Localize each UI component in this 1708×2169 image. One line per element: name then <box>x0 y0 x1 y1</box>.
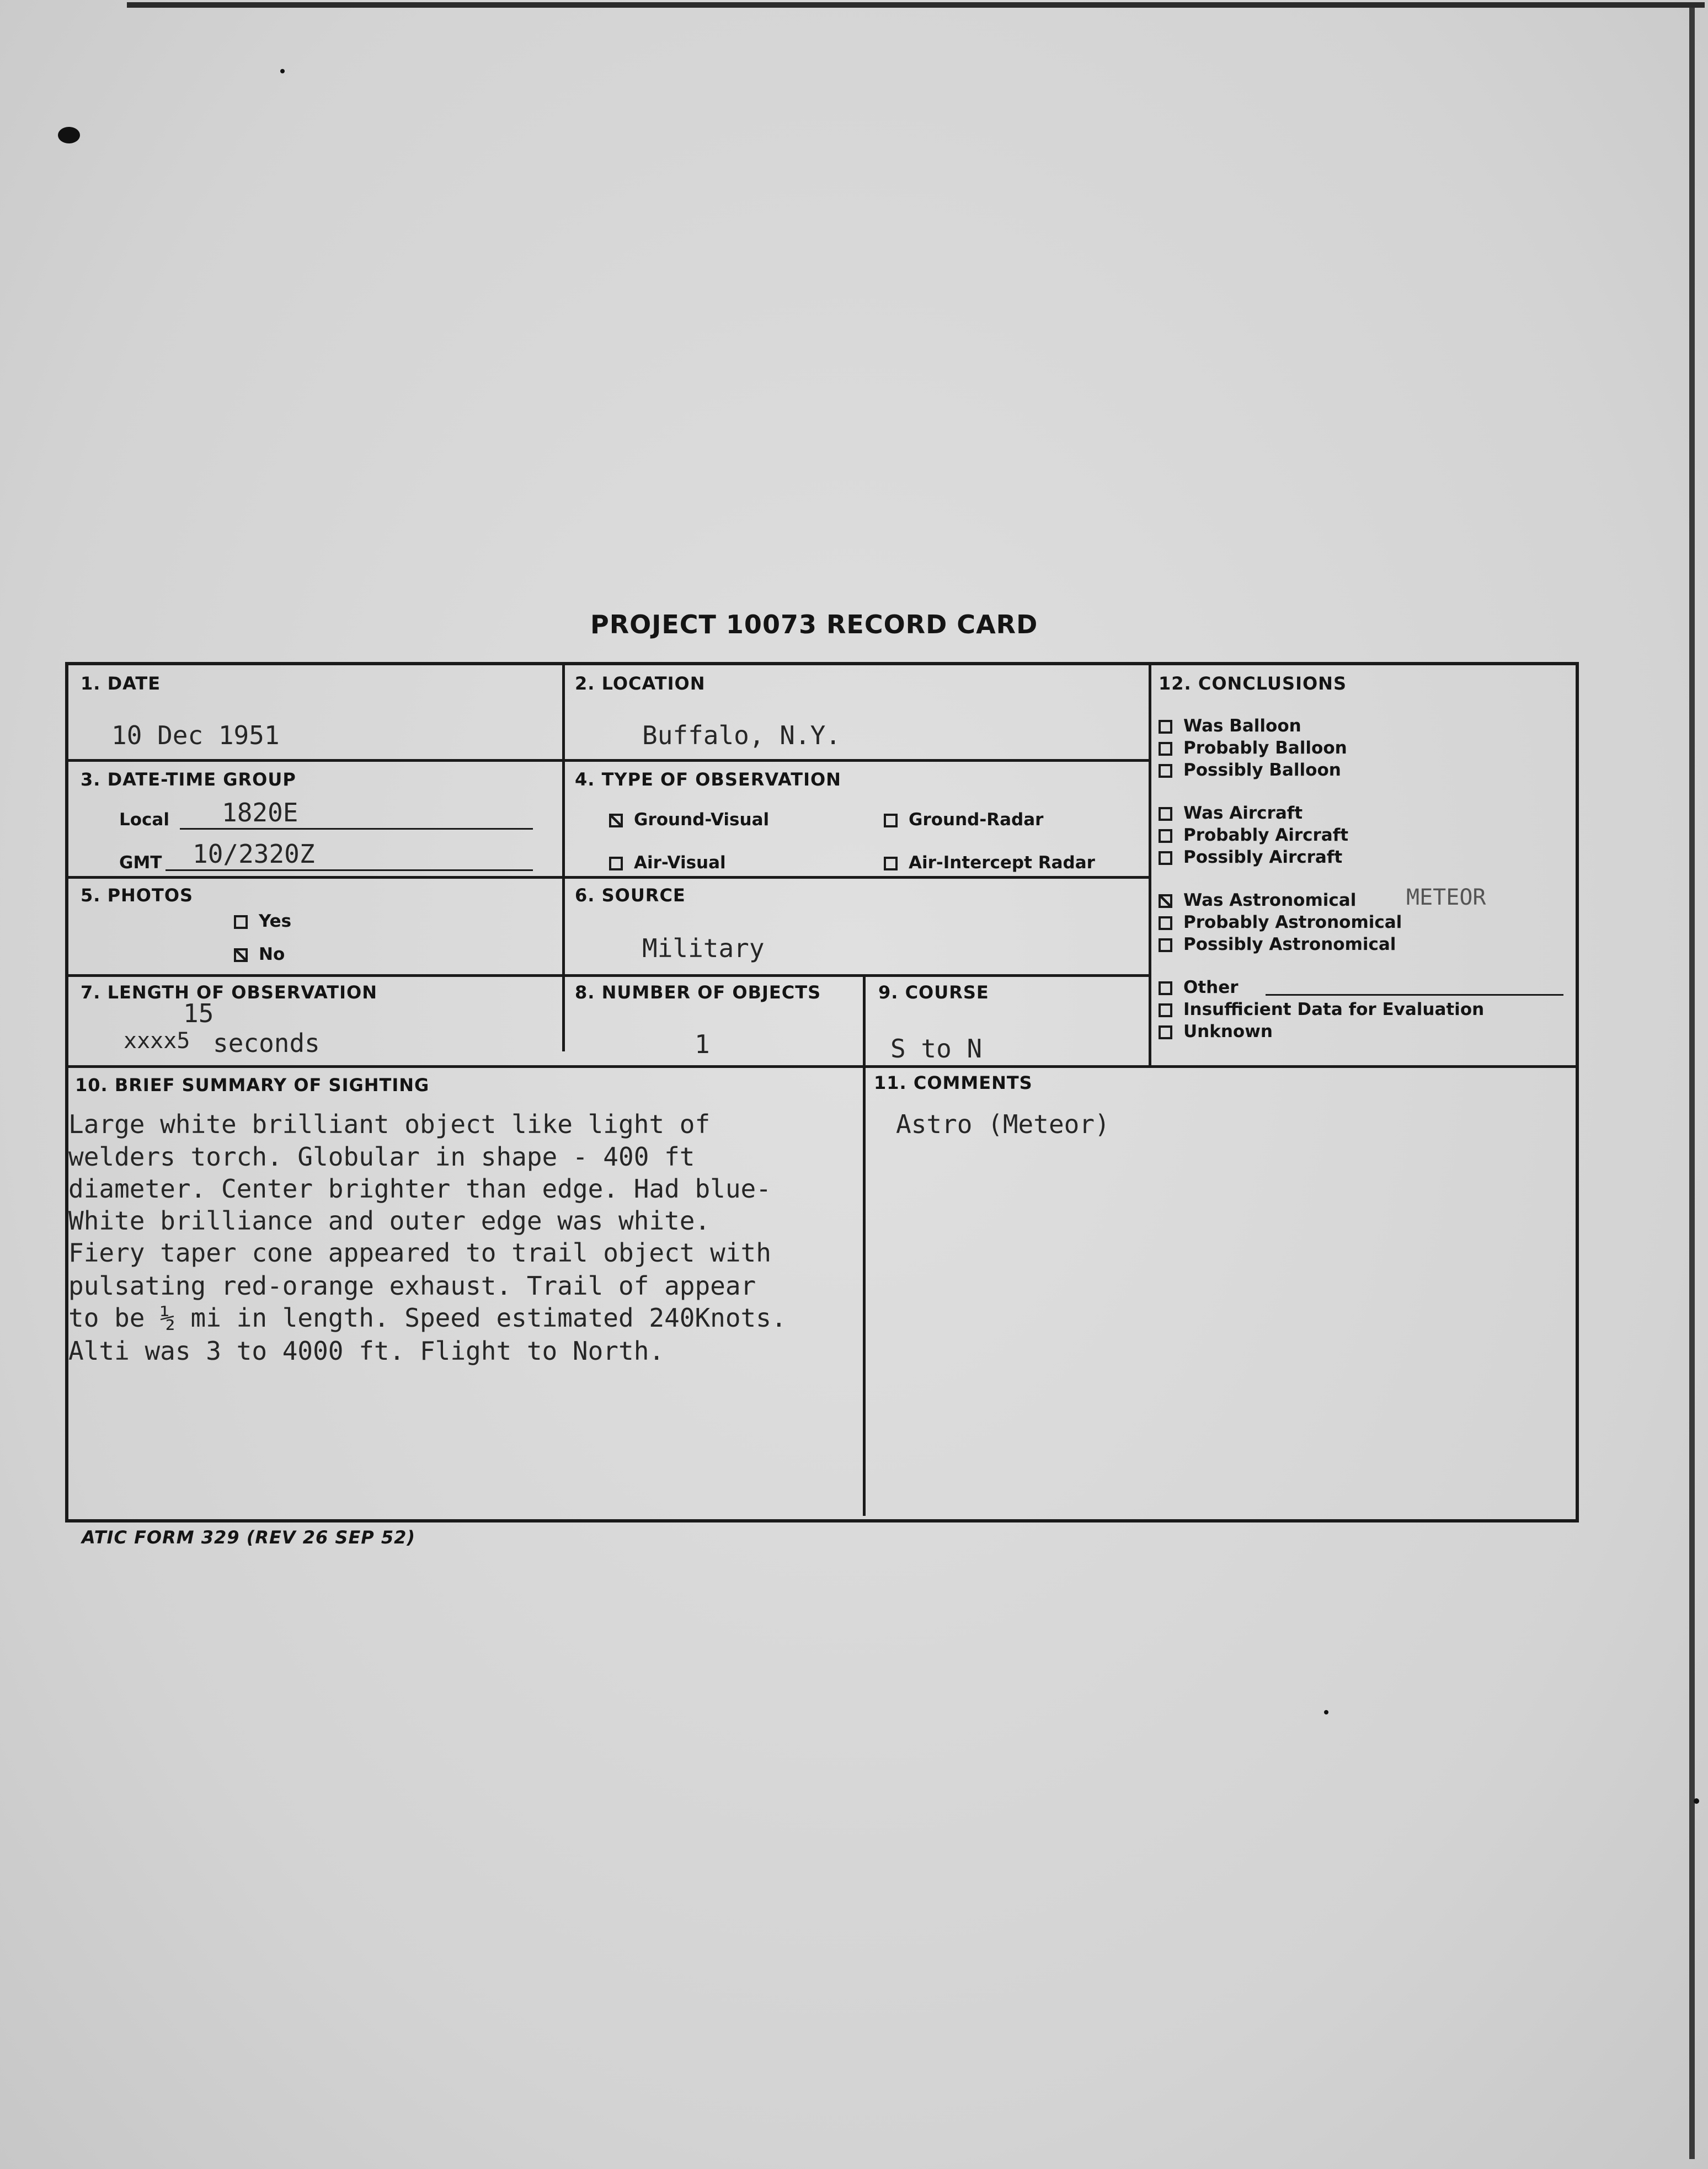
option-label: Ground-Radar <box>909 810 1044 830</box>
conclusion-probably-astronomical <box>1159 912 1402 932</box>
option-label: Air-Intercept Radar <box>909 853 1095 873</box>
gmt-value: 10/2320Z <box>193 839 315 869</box>
length-number: 15 <box>183 998 214 1028</box>
length-label: 7. LENGTH OF OBSERVATION <box>81 982 377 1003</box>
option-label: Ground-Visual <box>634 810 770 830</box>
checkbox <box>1159 938 1172 952</box>
dust-speck <box>1324 1710 1328 1714</box>
comments-label: 11. COMMENTS <box>874 1072 1033 1093</box>
divider <box>863 974 866 1516</box>
conclusion-was-astronomical <box>1159 890 1356 910</box>
source-value: Military <box>642 933 765 963</box>
location-value: Buffalo, N.Y. <box>642 720 841 750</box>
conclusion-text: Unknown <box>1183 1022 1273 1041</box>
comments-value: Astro (Meteor) <box>896 1109 1110 1139</box>
course-label: 9. COURSE <box>878 982 989 1003</box>
option-label: No <box>259 944 285 964</box>
conclusion-probably-aircraft <box>1159 825 1348 845</box>
conclusion-text: Probably Astronomical <box>1183 912 1402 932</box>
summary-line: pulsating red-orange exhaust. Trail of appear <box>68 1271 756 1301</box>
divider <box>68 759 1149 762</box>
conclusion-text: Possibly Aircraft <box>1183 847 1343 867</box>
conclusion-other <box>1159 977 1239 997</box>
summary-line: to be ½ mi in length. Speed estimated 240Knots. <box>68 1303 787 1333</box>
checkbox <box>1159 851 1172 865</box>
conclusion-text: Possibly Astronomical <box>1183 934 1396 954</box>
gmt-underline <box>166 869 533 871</box>
checkbox <box>609 857 623 870</box>
card-title: PROJECT 10073 RECORD CARD <box>590 610 1038 639</box>
num-objects-value: 1 <box>695 1029 710 1059</box>
conclusion-possibly-astronomical <box>1159 934 1396 954</box>
summary-line: Alti was 3 to 4000 ft. Flight to North. <box>68 1336 665 1366</box>
local-underline <box>180 828 533 830</box>
form-footer: ATIC FORM 329 (REV 26 SEP 52) <box>82 1527 416 1548</box>
dust-speck <box>280 69 285 73</box>
summary-label: 10. BRIEF SUMMARY OF SIGHTING <box>75 1075 430 1096</box>
page-top-edge <box>127 2 1705 8</box>
length-unit: seconds <box>213 1028 320 1058</box>
conclusion-possibly-balloon <box>1159 760 1341 780</box>
conclusion-text: Probably Aircraft <box>1183 825 1349 845</box>
option-air-visual <box>609 853 726 873</box>
checkbox <box>884 857 898 870</box>
checkbox <box>1159 829 1172 843</box>
checkbox <box>1159 764 1172 778</box>
page-right-edge <box>1689 8 1695 2159</box>
option-ground-radar <box>884 810 1043 830</box>
record-card <box>65 662 1579 1522</box>
local-label: Local <box>119 810 169 830</box>
ink-blot <box>58 127 80 143</box>
checkbox <box>234 915 248 929</box>
divider <box>68 1065 1576 1068</box>
dust-speck <box>1694 1798 1699 1804</box>
conclusion-unknown <box>1159 1022 1273 1041</box>
other-underline <box>1266 994 1563 996</box>
option-photos-no <box>234 944 285 964</box>
summary-line: White brilliance and outer edge was white. <box>68 1206 711 1236</box>
conclusion-was-aircraft <box>1159 803 1303 823</box>
option-ground-visual <box>609 810 769 830</box>
num-objects-label: 8. NUMBER OF OBJECTS <box>575 982 821 1003</box>
location-label: 2. LOCATION <box>575 673 706 694</box>
photos-label: 5. PHOTOS <box>81 885 194 906</box>
dtg-label: 3. DATE-TIME GROUP <box>81 769 296 790</box>
conclusion-text: Insufficient Data for Evaluation <box>1183 1000 1485 1019</box>
conclusions-label: 12. CONCLUSIONS <box>1159 673 1347 694</box>
conclusion-text: Other <box>1183 977 1239 997</box>
checkbox <box>1159 916 1172 930</box>
divider <box>68 876 1149 879</box>
checkbox-checked <box>609 814 623 827</box>
conclusion-text: Was Astronomical <box>1183 890 1357 910</box>
option-photos-yes <box>234 911 291 931</box>
divider <box>562 665 565 1051</box>
option-label: Yes <box>259 911 292 931</box>
summary-line: welders torch. Globular in shape - 400 ft <box>68 1142 695 1172</box>
local-value: 1820E <box>222 798 298 827</box>
conclusion-text: Probably Balloon <box>1183 738 1347 758</box>
checkbox <box>1159 742 1172 756</box>
length-struck: xxxx5 <box>124 1028 190 1054</box>
summary-line: Large white brilliant object like light of <box>68 1109 711 1139</box>
type-obs-label: 4. TYPE OF OBSERVATION <box>575 769 841 790</box>
divider <box>68 974 1149 977</box>
option-air-intercept-radar <box>884 853 1095 873</box>
option-label: Air-Visual <box>634 853 726 873</box>
checkbox <box>1159 807 1172 821</box>
checkbox <box>1159 1003 1172 1017</box>
summary-line: diameter. Center brighter than edge. Had blue- <box>68 1174 771 1204</box>
conclusion-probably-balloon <box>1159 738 1347 758</box>
gmt-label: GMT <box>119 853 162 873</box>
conclusion-text: Was Aircraft <box>1183 803 1303 823</box>
checkbox-checked <box>234 948 248 962</box>
course-value: S to N <box>890 1034 983 1064</box>
conclusion-possibly-aircraft <box>1159 847 1342 867</box>
checkbox-checked <box>1159 894 1172 908</box>
conclusion-annotation: METEOR <box>1406 885 1486 910</box>
checkbox <box>884 814 898 827</box>
divider <box>1149 665 1151 1065</box>
summary-line: Fiery taper cone appeared to trail object with <box>68 1238 771 1268</box>
checkbox <box>1159 1025 1172 1039</box>
checkbox <box>1159 981 1172 995</box>
date-label: 1. DATE <box>81 673 161 694</box>
conclusion-text: Possibly Balloon <box>1183 760 1341 780</box>
date-value: 10 Dec 1951 <box>111 720 280 750</box>
checkbox <box>1159 720 1172 734</box>
conclusion-insufficient-data <box>1159 1000 1484 1019</box>
conclusion-text: Was Balloon <box>1183 716 1301 736</box>
conclusion-was-balloon <box>1159 716 1301 736</box>
source-label: 6. SOURCE <box>575 885 686 906</box>
